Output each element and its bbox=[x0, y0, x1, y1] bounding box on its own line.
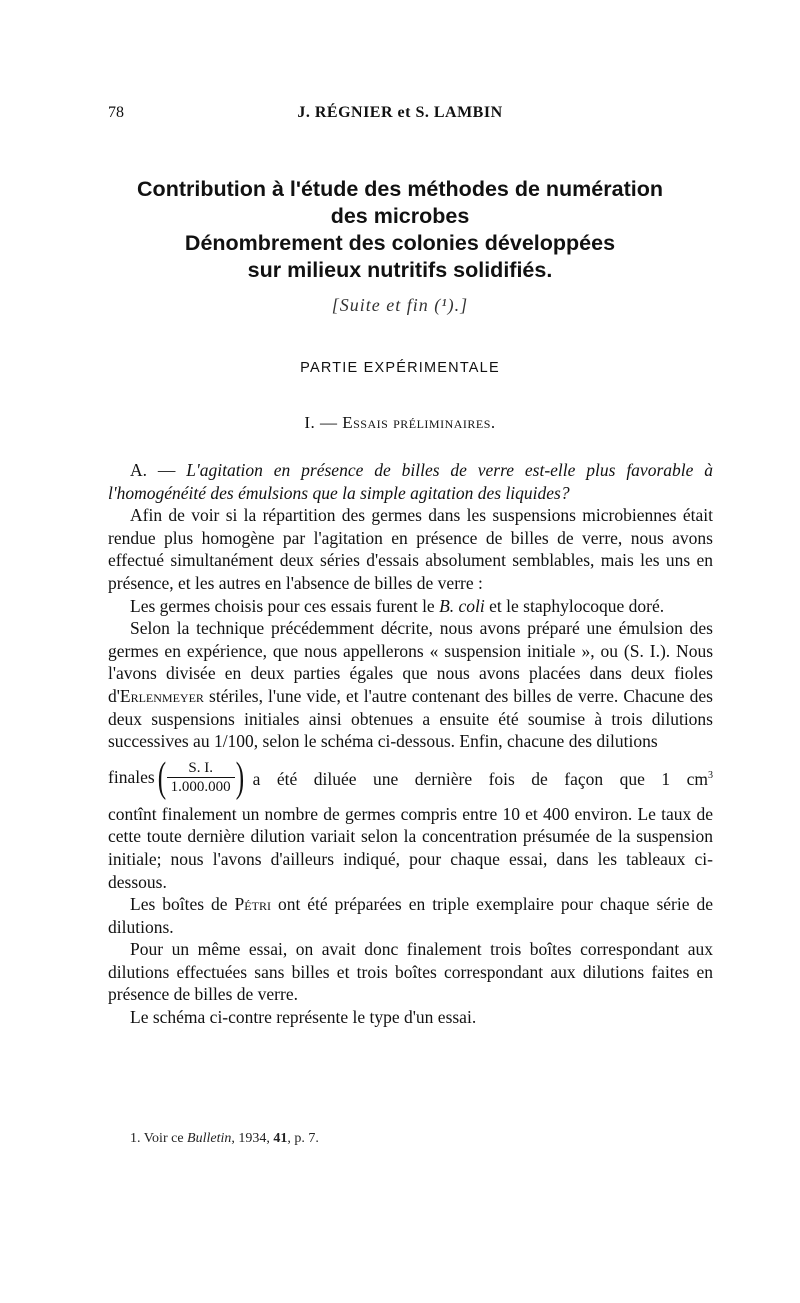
header-authors: J. RÉGNIER et S. LAMBIN bbox=[297, 104, 503, 121]
fraction bbox=[167, 759, 235, 796]
subsection-number: I. — bbox=[304, 413, 343, 432]
paragraph-3-continued: contînt finalement un nombre de germes compris entre 10 et 400 environ. Le taux de cette toute dernière dilution variait selon la concentration présumée de la suspension initiale; nous l'avons d'ailleurs indiqué, pour chaque essai, dans les tableaux ci-dessous. bbox=[108, 803, 713, 892]
fraction-denominator: 1.000.000 bbox=[167, 777, 235, 796]
paragraph-1: Afin de voir si la répartition des germes dans les suspensions microbiennes était rendue plus homogène par l'agitation en présence de billes de verre, nous avons effectué simultanément deux séries d'essais absolument semblables, mais les uns en présence, et les autres en l'absence de billes de verre : bbox=[108, 505, 713, 593]
running-head bbox=[0, 104, 800, 128]
paragraph-4-text-b: ont été préparées en triple exemplaire pour chaque série de dilutions. bbox=[108, 894, 713, 937]
fraction-numerator: S. I. bbox=[188, 760, 213, 777]
erlenmeyer-name: Erlenmeyer bbox=[119, 685, 204, 706]
paragraph-3 bbox=[108, 617, 713, 753]
subsection-title: Essais préliminaires. bbox=[342, 413, 496, 432]
left-paren: ( bbox=[157, 754, 166, 801]
title-line-1: Contribution à l'étude des méthodes de numération bbox=[137, 177, 663, 201]
cubic-superscript: 3 bbox=[708, 770, 713, 781]
species-name: B. coli bbox=[439, 595, 485, 616]
title-line-4: sur milieux nutritifs solidifiés. bbox=[247, 258, 553, 282]
fraction-after: a été diluée une dernière fois de façon que 1 cm bbox=[252, 768, 708, 789]
paragraph-5: Pour un même essai, on avait donc finalement trois boîtes correspondant aux dilutions effectuées sans billes et trois boîtes correspondant aux dilutions faites en présence de billes de verre. bbox=[108, 939, 713, 1005]
fraction-line bbox=[108, 755, 713, 801]
title-line-2: des microbes bbox=[330, 204, 470, 228]
paragraph-2-text-b: et le staphylocoque doré. bbox=[484, 595, 665, 616]
footnote-journal: Bulletin bbox=[187, 1131, 232, 1146]
paragraph-6: Le schéma ci-contre représente le type d'un essai. bbox=[130, 1007, 477, 1028]
paragraph-4-text-a: Les boîtes de bbox=[130, 894, 235, 915]
paragraph-2 bbox=[108, 595, 713, 618]
body-text bbox=[108, 459, 713, 1029]
footnote-text-a: Voir ce bbox=[143, 1131, 188, 1146]
footnote bbox=[130, 1131, 319, 1147]
question-text: L'agitation en présence de billes de verre est-elle plus favorable à l'homogénéité des émulsions que la simple agitation des liquides? bbox=[108, 460, 714, 503]
page-number: 78 bbox=[108, 104, 124, 121]
footnote-marker: 1. bbox=[130, 1131, 144, 1146]
right-paren: ) bbox=[235, 754, 244, 801]
paragraph-4 bbox=[108, 893, 713, 938]
paragraph-3-text-b: stériles, l'une vide, et l'autre contenant des billes de verre. Chacune des deux suspensions initiales ainsi obtenues a ensuite été soumise à trois dilutions successives au 1/100, selon le schéma ci-dessous. Enfin, chacune des dilutions bbox=[108, 685, 713, 752]
section-heading: PARTIE EXPÉRIMENTALE bbox=[300, 360, 500, 376]
paragraph-2-text-a: Les germes choisis pour ces essais furent le bbox=[130, 595, 440, 616]
footnote-text-b: , 1934, bbox=[231, 1131, 274, 1146]
fraction-after-text bbox=[253, 765, 713, 790]
subsection-heading bbox=[0, 413, 800, 433]
paragraph-3-text-a: Selon la technique précédemment décrite, nous avons préparé une émulsion des germes en expérience, que nous appellerons « suspension initiale », ou (S. I.). Nous l'avons divisée en deux parties égales que nous avons placées dans deux fioles d' bbox=[108, 618, 713, 706]
petri-name: Pétri bbox=[234, 894, 271, 915]
footnote-text-c: , p. 7. bbox=[287, 1131, 319, 1146]
title-line-3: Dénombrement des colonies développées bbox=[184, 231, 616, 255]
question-paragraph bbox=[108, 459, 713, 504]
continuation-note: [Suite et fin (¹).] bbox=[331, 295, 469, 315]
fraction-lead: finales bbox=[108, 767, 155, 788]
article-title bbox=[100, 176, 700, 284]
question-letter: A. — bbox=[130, 460, 187, 480]
footnote-volume: 41 bbox=[273, 1131, 288, 1146]
